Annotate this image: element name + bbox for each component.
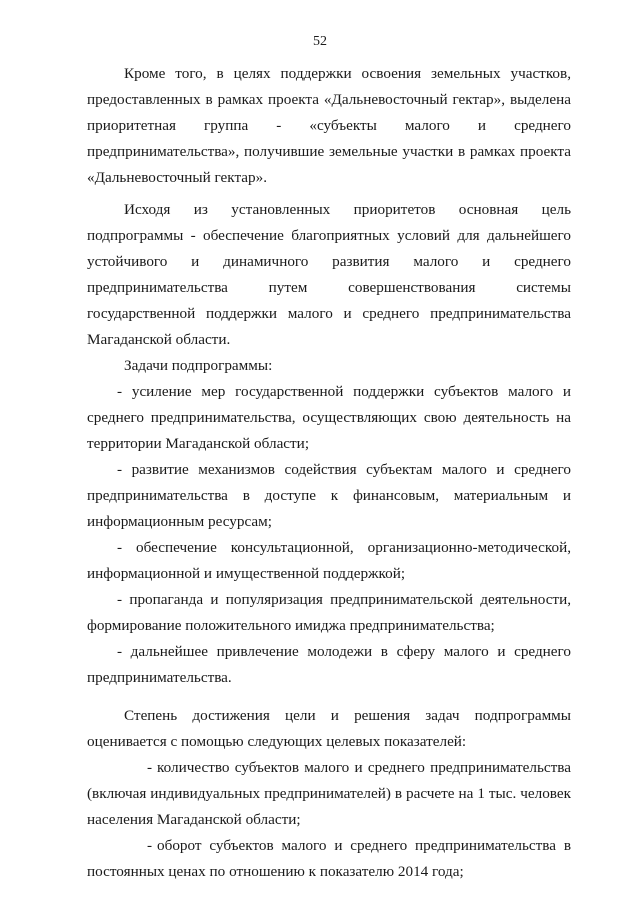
indicator-dash: - xyxy=(147,837,153,854)
indicator-item xyxy=(87,755,571,833)
paragraph-main-goal: Исходя из установленных приоритетов основная цель подпрограммы - обеспечение благоприятных условий для дальнейшего устойчивого и динамичного развития малого и среднего предпринимательства путем совершенствования системы государственной поддержки малого и среднего предпринимательства Магаданской области. xyxy=(87,201,571,348)
task-item: - пропаганда и популяризация предпринимательской деятельности, формирование положительного имиджа предпринимательства; xyxy=(87,591,571,634)
page-number: 52 xyxy=(313,34,327,49)
task-item: - дальнейшее привлечение молодежи в сферу малого и среднего предпринимательства. xyxy=(87,643,571,686)
indicator-text: количество субъектов малого и среднего предпринимательства (включая индивидуальных предпринимателей) в расчете на 1 тыс. человек населения Магаданской области; xyxy=(87,759,571,828)
document-body xyxy=(87,61,571,885)
tasks-heading: Задачи подпрограммы: xyxy=(124,357,273,374)
paragraph-indicators-intro: Степень достижения цели и решения задач подпрограммы оценивается с помощью следующих целевых показателей: xyxy=(87,707,571,750)
task-item: - усиление мер государственной поддержки субъектов малого и среднего предпринимательства, осуществляющих свою деятельность на территории Магаданской области; xyxy=(87,383,571,452)
indicator-text: оборот субъектов малого и среднего предпринимательства в постоянных ценах по отношению к показателю 2014 года; xyxy=(87,837,571,880)
indicator-dash: - xyxy=(147,759,153,776)
task-item: - обеспечение консультационной, организационно-методической, информационной и имущественной поддержкой; xyxy=(87,539,571,582)
indicator-item xyxy=(87,833,571,885)
task-item: - развитие механизмов содействия субъектам малого и среднего предпринимательства в доступе к финансовым, материальным и информационным ресурсам; xyxy=(87,461,571,530)
paragraph-land-support: Кроме того, в целях поддержки освоения земельных участков, предоставленных в рамках проекта «Дальневосточный гектар», выделена приоритетная группа - «субъекты малого и среднего предпринимательства», получившие земельные участки в рамках проекта «Дальневосточный гектар». xyxy=(87,65,571,186)
